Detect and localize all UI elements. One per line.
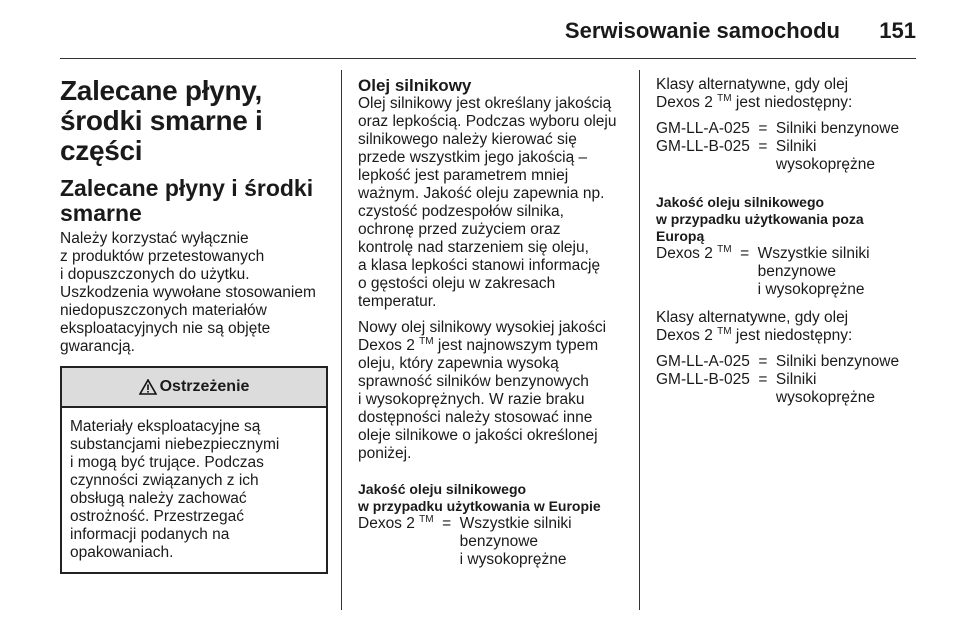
warning-header xyxy=(62,368,326,408)
text-run: Nowy olej silnikowy wysokiej jakości Dexos 2 xyxy=(358,319,607,354)
trademark-sup: TM xyxy=(419,514,434,525)
alt-classes-paragraph xyxy=(656,76,924,112)
text-run: jest najnowszym typem oleju, który zapewnia wysoką sprawność silników benzynowych i wysokoprężnych. W razie braku dostępności należy stosować inne oleje silnikowe o jakości określonej poniżej. xyxy=(358,337,599,462)
spec-equals: = xyxy=(740,245,750,262)
alt-classes-paragraph xyxy=(656,309,924,345)
page-header xyxy=(0,18,960,48)
spec-equals: = xyxy=(758,138,768,155)
dexos-paragraph xyxy=(358,319,626,463)
chapter-heading: Zalecane płyny, środki smarne i części xyxy=(60,75,263,166)
spec-value: Silniki wysokoprężne xyxy=(775,138,875,173)
spec-value: Wszystkie silniki benzynowe i wysokoprężne xyxy=(757,245,870,298)
trademark-sup: TM xyxy=(419,336,434,347)
intro-paragraph: Należy korzystać wyłącznie z produktów przetestowanych i dopuszczonych do użytku. Uszkodzenia wywołane stosowaniem niedopuszczonych materiałów eksploatacyjnych nie są objęte gwarancją. xyxy=(60,230,316,355)
spec-value: Wszystkie silniki benzynowe i wysokoprężne xyxy=(459,515,572,568)
spec-key-text: Dexos 2 xyxy=(358,515,420,532)
spec-value: Silniki wysokoprężne xyxy=(775,371,875,406)
spec-equals: = xyxy=(758,353,768,370)
column-2 xyxy=(358,76,626,579)
text-run: jest niedostępny: xyxy=(731,94,853,111)
header-rule xyxy=(60,58,916,59)
spec-table xyxy=(656,120,924,174)
column-divider-1 xyxy=(341,70,342,610)
spec-key: GM-LL-A-025 xyxy=(656,353,750,370)
text-run: Klasy alternatywne, gdy olej Dexos 2 xyxy=(656,76,849,111)
column-divider-2 xyxy=(639,70,640,610)
text-run: jest niedostępny: xyxy=(731,327,853,344)
spec-value: Silniki benzynowe xyxy=(775,120,900,137)
engine-oil-heading: Olej silnikowy xyxy=(358,76,472,95)
warning-title: Ostrzeżenie xyxy=(159,378,250,395)
spec-value: Silniki benzynowe xyxy=(775,353,900,370)
spec-table xyxy=(358,515,626,569)
spec-key: GM-LL-B-025 xyxy=(656,371,750,388)
spec-key: GM-LL-B-025 xyxy=(656,138,750,155)
trademark-sup: TM xyxy=(717,326,732,337)
oil-quality-outside-europe-heading: Jakość oleju silnikowego w przypadku użytkowania poza Europą xyxy=(656,194,864,244)
spec-key: GM-LL-A-025 xyxy=(656,120,750,137)
spec-equals: = xyxy=(442,515,452,532)
section-title: Serwisowanie samochodu xyxy=(564,18,840,43)
trademark-sup: TM xyxy=(717,93,732,104)
engine-oil-paragraph: Olej silnikowy jest określany jakością oraz lepkością. Podczas wyboru oleju silnikowego należy kierować się przede wszystkim jego jakością – lepkość jest parametrem mniej ważnym. Jakość oleju zapewnia np. czystość podzespołów silnika, ochronę przed zużyciem oraz kontrolę nad starzeniem się oleju, a klasa lepkości stanowi informację o gęstości oleju w zakresach temperatur. xyxy=(358,95,617,310)
trademark-sup: TM xyxy=(717,244,732,255)
warning-triangle-icon xyxy=(139,379,157,395)
spec-key xyxy=(358,515,434,569)
spec-equals: = xyxy=(758,371,768,388)
text-run: Klasy alternatywne, gdy olej Dexos 2 xyxy=(656,309,849,344)
spec-key xyxy=(656,245,732,299)
warning-body: Materiały eksploatacyjne są substancjami niebezpiecznymi i mogą być trujące. Podczas czynności związanych z ich obsługą należy zachować ostrożność. Przestrzegać informacji podanych na opakowaniach. xyxy=(70,418,280,561)
warning-box xyxy=(60,366,328,574)
spec-key-text: Dexos 2 xyxy=(656,245,718,262)
spec-table xyxy=(656,245,924,299)
column-3 xyxy=(656,76,924,417)
spec-equals: = xyxy=(758,120,768,137)
oil-quality-europe-heading: Jakość oleju silnikowego w przypadku użytkowania w Europie xyxy=(358,481,601,514)
section-heading: Zalecane płyny i środki smarne xyxy=(60,175,314,226)
spec-table xyxy=(656,353,924,407)
column-1 xyxy=(60,76,328,574)
page-number: 151 xyxy=(879,18,916,43)
